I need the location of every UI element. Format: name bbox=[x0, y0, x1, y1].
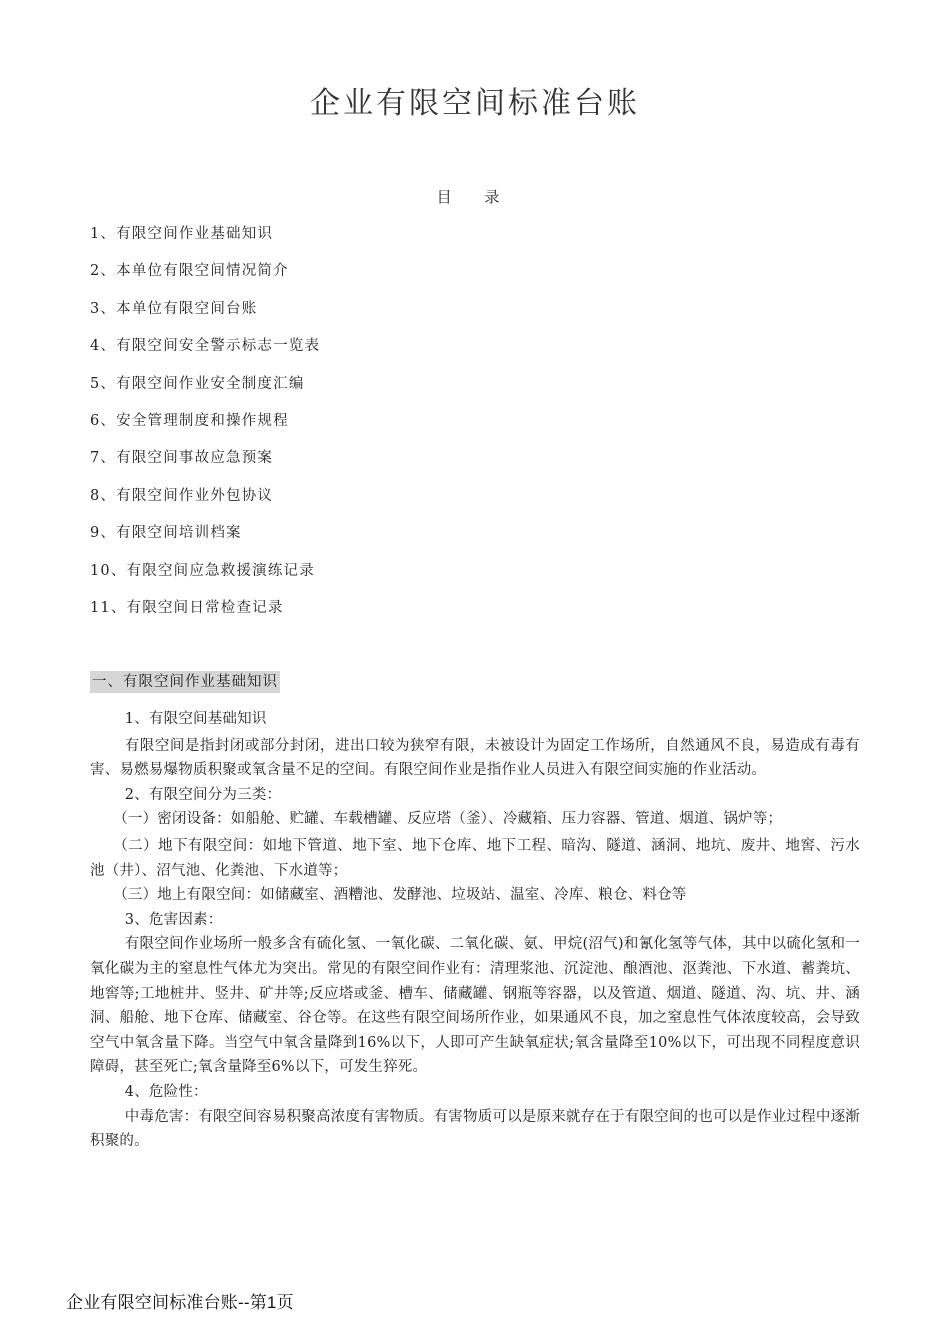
toc-item: 4、有限空间安全警示标志一览表 bbox=[90, 338, 321, 355]
paragraph: （一）密闭设备：如船舱、贮罐、车载槽罐、反应塔（釜）、冷藏箱、压力容器、管道、烟道、锅炉等； bbox=[113, 811, 783, 828]
toc-item: 1、有限空间作业基础知识 bbox=[90, 226, 274, 242]
toc-item: 9、有限空间培训档案 bbox=[90, 525, 242, 542]
subheading: 4、危险性： bbox=[124, 1083, 208, 1100]
toc-item: 6、安全管理制度和操作规程 bbox=[90, 412, 289, 429]
toc-item: 2、本单位有限空间情况简介 bbox=[90, 263, 289, 280]
document-title: 企业有限空间标准台账 bbox=[310, 86, 640, 121]
toc-item: 11、有限空间日常检查记录 bbox=[90, 599, 284, 616]
body-text bbox=[90, 707, 860, 1154]
paragraph: （三）地上有限空间：如储藏室、酒糟池、发酵池、垃圾站、温室、冷库、粮仓、料仓等 bbox=[113, 887, 687, 904]
table-of-contents bbox=[90, 222, 320, 633]
toc-item: 10、有限空间应急救援演练记录 bbox=[90, 562, 315, 579]
toc-item: 8、有限空间作业外包协议 bbox=[90, 487, 274, 504]
toc-item: 5、有限空间作业安全制度汇编 bbox=[90, 375, 305, 392]
paragraph: 有限空间是指封闭或部分封闭，进出口较为狭窄有限，未被设计为固定工作场所，自然通风不良，易造成有毒有害、易燃易爆物质积聚或氧含量不足的空间。有限空间作业是指作业人员进入有限空间实施的作业活动。 bbox=[90, 737, 860, 779]
subheading: 1、有限空间基础知识 bbox=[124, 711, 267, 727]
subheading: 3、危害因素： bbox=[124, 911, 223, 928]
toc-item: 7、有限空间事故应急预案 bbox=[90, 450, 274, 467]
toc-item: 3、本单位有限空间台账 bbox=[90, 300, 258, 317]
subheading: 2、有限空间分为三类： bbox=[124, 786, 282, 803]
page-footer: 企业有限空间标准台账--第1页 bbox=[66, 1293, 294, 1312]
paragraph: （二）地下有限空间：如地下管道、地下室、地下仓库、地下工程、暗沟、隧道、涵洞、地坑、废井、地窖、污水池（井）、沼气池、化粪池、下水道等； bbox=[90, 837, 860, 879]
paragraph: 中毒危害：有限空间容易积聚高浓度有害物质。有害物质可以是原来就存在于有限空间的也可以是作业过程中逐渐积聚的。 bbox=[90, 1108, 860, 1150]
paragraph: 有限空间作业场所一般多含有硫化氢、一氧化碳、二氧化碳、氨、甲烷(沼气)和氰化氢等气体，其中以硫化氢和一氧化碳为主的窒息性气体尤为突出。常见的有限空间作业有：清理浆池、沉淀池、酿酒池、沤粪池、下水道、蓄粪坑、地窖等;工地桩井、竖井、矿井等;反应塔或釜、槽车、储藏罐、钢瓶等容器，以及管道、烟道、隧道、沟、坑、井、涵洞、船舱、地下仓库、储藏室、谷仓等。在这些有限空间场所作业，如果通风不良，加之窒息性气体浓度较高，会导致空气中氧含量下降。当空气中氧含量降到16%以下，人即可产生缺氧症状;氧含量降至10%以下，可出现不同程度意识障碍，甚至死亡;氧含量降至6%以下，可发生猝死。 bbox=[90, 936, 860, 1076]
toc-heading: 目 录 bbox=[436, 188, 514, 206]
section-heading: 一、有限空间作业基础知识 bbox=[90, 671, 280, 693]
